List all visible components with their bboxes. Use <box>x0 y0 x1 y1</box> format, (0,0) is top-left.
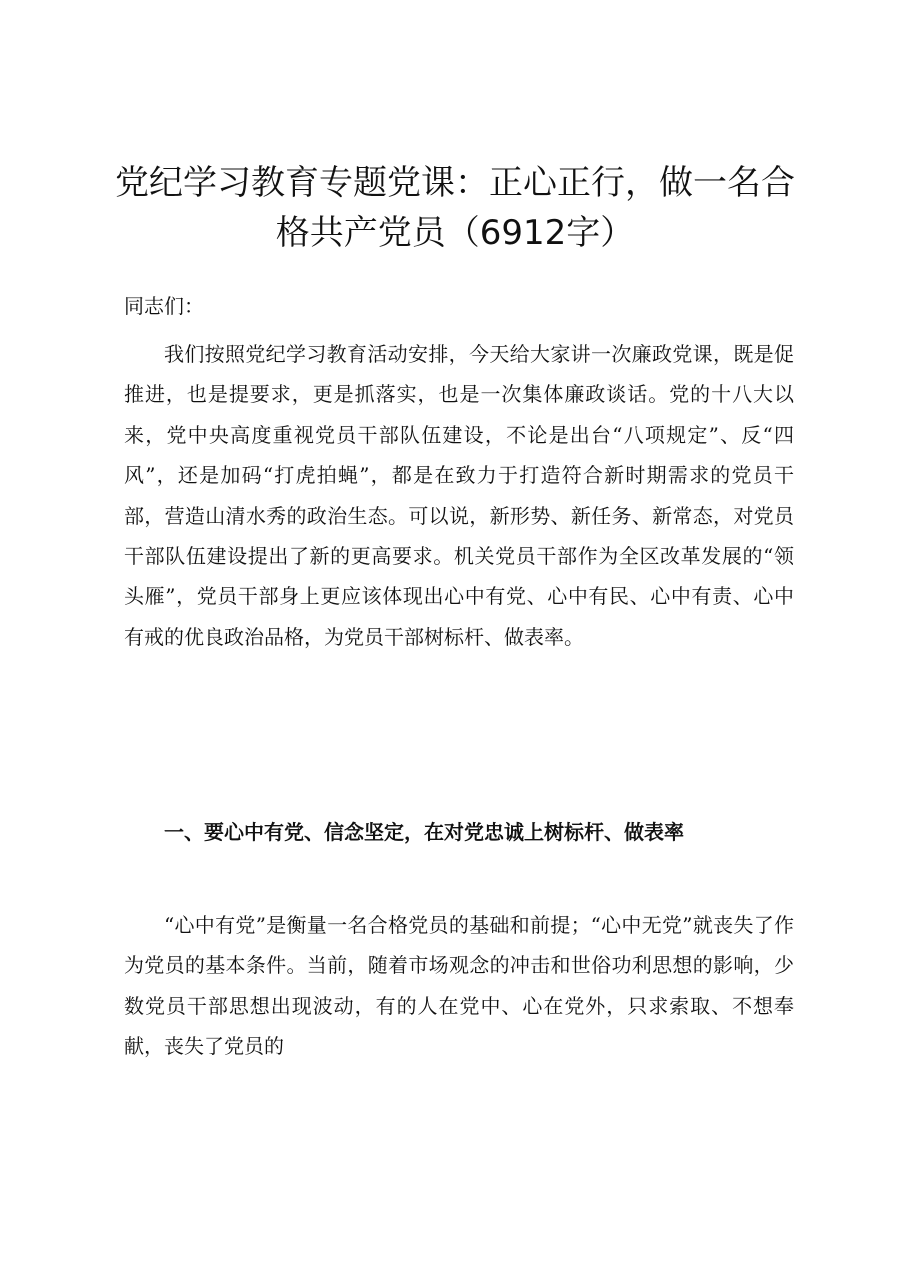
body-paragraph: 我们按照党纪学习教育活动安排，今天给大家讲一次廉政党课，既是促推进，也是提要求，更是抓落实，也是一次集体廉政谈话。党的十八大以来，党中央高度重视党员干部队伍建设，不论是出台“八项规定”、反“四风”，还是加码“打虎拍蝇”，都是在致力于打造符合新时期需求的党员干部，营造山清水秀的政治生态。可以说，新形势、新任务、新常态，对党员干部队伍建设提出了新的更高要求。机关党员干部作为全区改革发展的“领头雁”，党员干部身上更应该体现出心中有党、心中有民、心中有责、心中有戒的优良政治品格，为党员干部树标杆、做表率。 <box>124 342 794 649</box>
document-title: 党纪学习教育专题党课：正心正行，做一名合格共产党员（6912字） <box>115 163 795 253</box>
salutation: 同志们： <box>124 294 204 318</box>
body-paragraph: “心中有党”是衡量一名合格党员的基础和前提；“心中无党”就丧失了作为党员的基本条件。当前，随着市场观念的冲击和世俗功利思想的影响，少数党员干部思想出现波动，有的人在党中、心在党外，只求索取、不想奉献，丧失了党员的 <box>124 913 794 1059</box>
section-heading: 一、要心中有党、信念坚定，在对党忠诚上树标杆、做表率 <box>164 820 684 844</box>
